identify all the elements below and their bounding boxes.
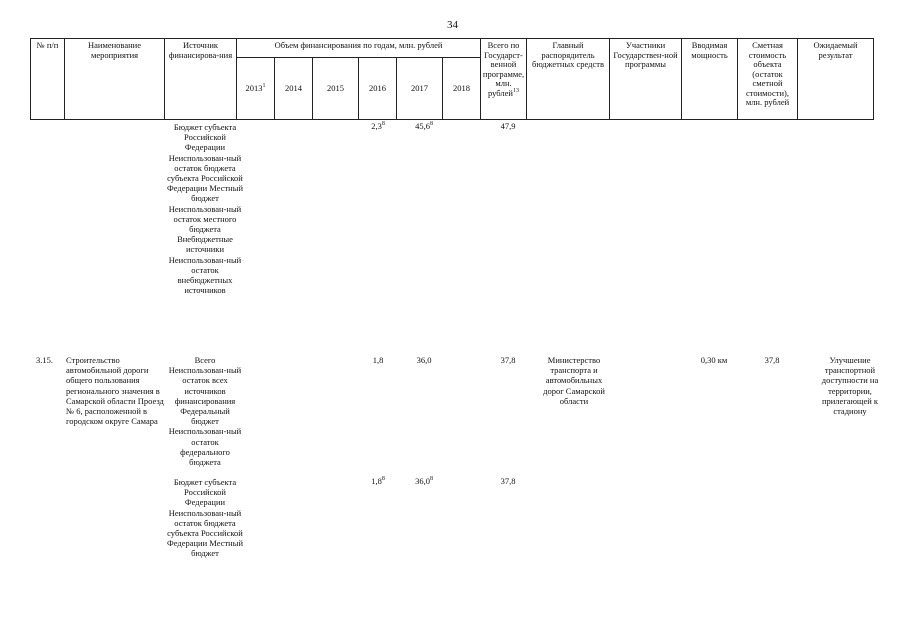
block1-value-2017: 45,6$^8$ <box>415 121 433 131</box>
item-number: 3.15. <box>36 355 53 365</box>
block3-value-2016: $1,8^8$ <box>371 476 385 486</box>
item-estimate: 37,8 <box>764 355 780 365</box>
header-manager: Главный распорядитель бюджетных средств <box>527 39 610 120</box>
block3-sources: Бюджет субъекта Российской Федерации Неиспользован-ный остаток бюджета субъекта Российской Федерации Местный бюджет <box>167 477 243 559</box>
header-estimate: Сметная стоимость объекта (остаток сметной стоимости), млн. рублей <box>738 39 798 120</box>
page-number: 34 <box>447 19 458 31</box>
header-year-2016: 2016 <box>359 58 397 120</box>
item-result: Улучшение транспортной доступности на территории, прилегающей к стадиону <box>821 355 879 417</box>
block3-value-2017: 36,0$^8$ <box>415 476 433 486</box>
header-year-2013: 2013$^1$ <box>237 58 275 120</box>
item-capacity: 0,30 км <box>700 355 728 365</box>
header-year-2017: 2017 <box>397 58 443 120</box>
header-year-2018: 2018 <box>443 58 481 120</box>
block1-total: 47,9 <box>500 121 516 131</box>
header-funding-title: Объем финансирования по годам, млн. рублей <box>237 39 481 58</box>
block1-sources: Бюджет субъекта Российской Федерации Неиспользован-ный остаток бюджета субъекта Российской Федерации Местный бюджет Неиспользован-ный остаток местного бюджета Внебюджетные источники Неиспользован-ный остаток внебюджетных источников <box>167 122 243 296</box>
item-total: 37,8 <box>500 355 516 365</box>
block3-total: 37,8 <box>500 476 516 486</box>
item-value-2017: 36,0 <box>416 355 432 365</box>
item-sources: Всего Неиспользован-ный остаток всех источников финансирования Федеральный бюджет Неиспользован-ный остаток федерального бюджета <box>168 355 242 468</box>
header-table <box>30 38 874 120</box>
header-source: Источник финансирова-ния <box>165 39 237 120</box>
header-num: № п/п <box>31 39 65 120</box>
header-name: Наименование мероприятия <box>65 39 165 120</box>
header-year-2015: 2015 <box>313 58 359 120</box>
header-total: Всего по Государст-венной программе, млн. рублей$^{13}$ <box>481 39 527 120</box>
header-result: Ожидаемый результат <box>798 39 874 120</box>
item-value-2016: 1,8 <box>372 355 384 365</box>
item-name: Строительство автомобильной дороги общего пользования регионального значения в Самарской области Проезд № 6, расположенной в городском округе Самара <box>66 355 164 427</box>
header-year-2014: 2014 <box>275 58 313 120</box>
header-capacity: Вводимая мощность <box>682 39 738 120</box>
item-manager: Министерство транспорта и автомобильных дорог Самарской области <box>543 355 605 406</box>
header-participants: Участники Государствен-ной программы <box>610 39 682 120</box>
block1-value-2016: $2,3^8$ <box>371 121 385 131</box>
